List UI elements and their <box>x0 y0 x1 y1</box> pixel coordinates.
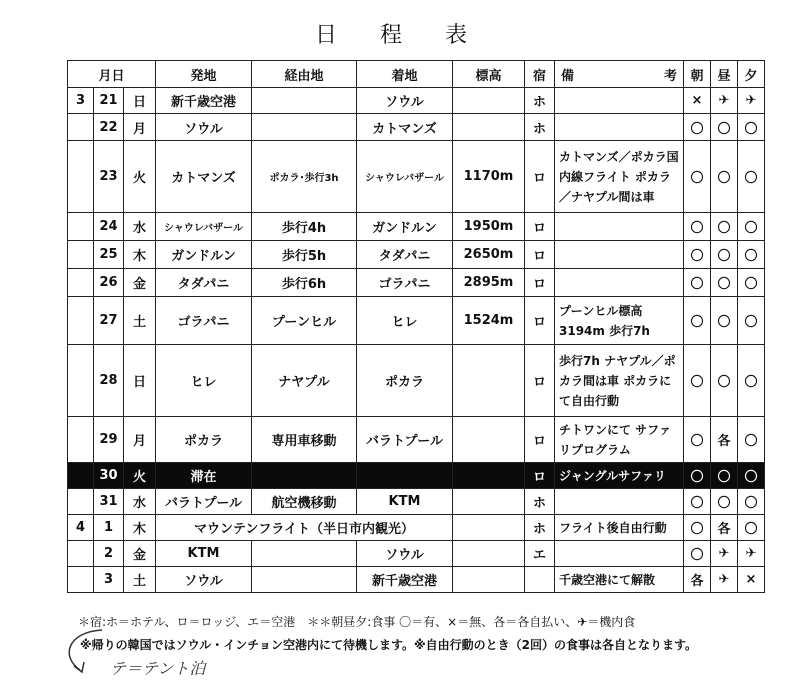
lunch-cell: 各 <box>711 515 738 541</box>
arrival-cell: ソウル <box>357 541 453 567</box>
arrival-cell: ソウル <box>357 88 453 114</box>
month-cell <box>68 297 94 345</box>
day-cell: 22 <box>94 114 124 141</box>
lodging-cell: ホ <box>525 114 555 141</box>
arrival-cell: KTM <box>357 489 453 515</box>
day-cell: 27 <box>94 297 124 345</box>
lunch-cell: ✈ <box>711 88 738 114</box>
schedule-row <box>68 567 765 593</box>
notes-cell: プーンヒル標高3194m 歩行7h <box>555 297 684 345</box>
schedule-row <box>68 463 765 489</box>
weekday-cell: 月 <box>124 417 156 463</box>
altitude-cell: 1170m <box>453 141 525 213</box>
departure-cell: ヒレ <box>156 345 252 417</box>
lodging-cell: ロ <box>525 241 555 269</box>
lodging-cell: ホ <box>525 515 555 541</box>
month-cell <box>68 141 94 213</box>
breakfast-cell: 〇 <box>684 417 711 463</box>
notes-cell: チトワンにて サファリプログラム <box>555 417 684 463</box>
departure-cell: ソウル <box>156 114 252 141</box>
dinner-cell: 〇 <box>738 241 765 269</box>
altitude-cell <box>453 489 525 515</box>
month-cell <box>68 269 94 297</box>
handwritten-arrow-icon <box>58 626 118 676</box>
dinner-cell: 〇 <box>738 141 765 213</box>
schedule-row <box>68 345 765 417</box>
dinner-cell: 〇 <box>738 213 765 241</box>
header-notes-a: 備 <box>561 68 575 84</box>
altitude-cell <box>453 541 525 567</box>
header-via: 経由地 <box>252 61 357 88</box>
lunch-cell: 〇 <box>711 489 738 515</box>
header-arrival: 着地 <box>357 61 453 88</box>
altitude-cell <box>453 88 525 114</box>
schedule-row <box>68 541 765 567</box>
altitude-cell <box>453 417 525 463</box>
lodging-cell: エ <box>525 541 555 567</box>
altitude-cell: 1524m <box>453 297 525 345</box>
dinner-cell: 〇 <box>738 297 765 345</box>
breakfast-cell: 〇 <box>684 213 711 241</box>
header-notes <box>555 61 684 88</box>
lodging-cell: ホ <box>525 88 555 114</box>
lunch-cell: 〇 <box>711 114 738 141</box>
weekday-cell: 水 <box>124 213 156 241</box>
dinner-cell: 〇 <box>738 463 765 489</box>
breakfast-cell: 〇 <box>684 269 711 297</box>
weekday-cell: 金 <box>124 541 156 567</box>
day-cell: 21 <box>94 88 124 114</box>
header-departure: 発地 <box>156 61 252 88</box>
lunch-cell: 〇 <box>711 241 738 269</box>
header-month-day: 月日 <box>68 61 156 88</box>
schedule-row <box>68 141 765 213</box>
lunch-cell: ✈ <box>711 567 738 593</box>
weekday-cell: 月 <box>124 114 156 141</box>
legend-line: ＊宿:ホ＝ホテル、ロ＝ロッジ、エ＝空港 ＊＊朝昼夕:食事 〇＝有、×＝無、各＝各自払い、✈＝機内食 <box>78 615 636 629</box>
via-cell <box>252 114 357 141</box>
lodging-cell: ホ <box>525 489 555 515</box>
dinner-cell: 〇 <box>738 114 765 141</box>
dinner-cell: × <box>738 567 765 593</box>
weekday-cell: 火 <box>124 463 156 489</box>
arrival-cell: カトマンズ <box>357 114 453 141</box>
arrival-cell: ヒレ <box>357 297 453 345</box>
via-cell: ナヤプル <box>252 345 357 417</box>
breakfast-cell: 〇 <box>684 515 711 541</box>
breakfast-cell: 〇 <box>684 297 711 345</box>
month-cell <box>68 463 94 489</box>
via-cell: 歩行5h <box>252 241 357 269</box>
schedule-body <box>68 88 765 593</box>
notes-cell <box>555 88 684 114</box>
dinner-cell: 〇 <box>738 489 765 515</box>
altitude-cell <box>453 345 525 417</box>
departure-cell: ガンドルン <box>156 241 252 269</box>
weekday-cell: 金 <box>124 269 156 297</box>
via-cell: 歩行4h <box>252 213 357 241</box>
schedule-row <box>68 241 765 269</box>
arrival-cell: シャウレバザール <box>357 141 453 213</box>
via-cell <box>252 463 357 489</box>
via-cell <box>252 88 357 114</box>
month-cell <box>68 114 94 141</box>
via-cell: ポカラ･歩行3h <box>252 141 357 213</box>
departure-cell: ポカラ <box>156 417 252 463</box>
month-cell <box>68 417 94 463</box>
schedule-row <box>68 489 765 515</box>
day-cell: 24 <box>94 213 124 241</box>
notice-line: ※帰りの韓国ではソウル・インチョン空港内にて待機します。※自由行動のとき（2回）の食事は各自となります。 <box>80 638 698 652</box>
breakfast-cell: 〇 <box>684 345 711 417</box>
departure-cell: バラトプール <box>156 489 252 515</box>
breakfast-cell: 〇 <box>684 463 711 489</box>
schedule-row <box>68 114 765 141</box>
header-altitude: 標高 <box>453 61 525 88</box>
notes-cell <box>555 114 684 141</box>
departure-cell: ゴラパニ <box>156 297 252 345</box>
weekday-cell: 土 <box>124 567 156 593</box>
via-cell: 専用車移動 <box>252 417 357 463</box>
notes-cell <box>555 213 684 241</box>
month-cell: 3 <box>68 88 94 114</box>
schedule-row <box>68 417 765 463</box>
altitude-cell: 1950m <box>453 213 525 241</box>
breakfast-cell: 各 <box>684 567 711 593</box>
month-cell <box>68 241 94 269</box>
month-cell <box>68 345 94 417</box>
via-cell <box>252 541 357 567</box>
schedule-row <box>68 297 765 345</box>
departure-cell: KTM <box>156 541 252 567</box>
notes-cell <box>555 269 684 297</box>
lunch-cell: ✈ <box>711 541 738 567</box>
header-lodging: 宿 <box>525 61 555 88</box>
lodging-cell: ロ <box>525 141 555 213</box>
departure-cell: シャウレバザール <box>156 213 252 241</box>
weekday-cell: 水 <box>124 489 156 515</box>
arrival-cell <box>357 463 453 489</box>
altitude-cell <box>453 567 525 593</box>
month-cell: 4 <box>68 515 94 541</box>
header-breakfast: 朝 <box>684 61 711 88</box>
page-title: 日 程 表 <box>315 23 485 48</box>
altitude-cell: 2895m <box>453 269 525 297</box>
weekday-cell: 日 <box>124 345 156 417</box>
altitude-cell <box>453 114 525 141</box>
breakfast-cell: 〇 <box>684 541 711 567</box>
arrival-cell: ゴラパニ <box>357 269 453 297</box>
departure-cell: カトマンズ <box>156 141 252 213</box>
day-cell: 3 <box>94 567 124 593</box>
arrival-cell: ガンドルン <box>357 213 453 241</box>
schedule-row <box>68 88 765 114</box>
notes-cell <box>555 541 684 567</box>
departure-cell: タダパニ <box>156 269 252 297</box>
notes-cell: ジャングルサファリ <box>555 463 684 489</box>
lunch-cell: 〇 <box>711 297 738 345</box>
dinner-cell: ✈ <box>738 541 765 567</box>
day-cell: 25 <box>94 241 124 269</box>
via-cell <box>252 567 357 593</box>
lunch-cell: 〇 <box>711 269 738 297</box>
breakfast-cell: 〇 <box>684 241 711 269</box>
altitude-cell: 2650m <box>453 241 525 269</box>
notes-cell <box>555 241 684 269</box>
arrival-cell: ポカラ <box>357 345 453 417</box>
lodging-cell: ロ <box>525 297 555 345</box>
dinner-cell: 〇 <box>738 515 765 541</box>
notes-cell: カトマンズ／ポカラ国内線フライト ポカラ／ナヤプル間は車 <box>555 141 684 213</box>
lodging-cell: ロ <box>525 213 555 241</box>
handwritten-tent-note: テ＝テント泊 <box>110 659 206 678</box>
lodging-cell <box>525 567 555 593</box>
header-row <box>68 61 765 88</box>
schedule-row <box>68 269 765 297</box>
schedule-row <box>68 515 765 541</box>
dinner-cell: 〇 <box>738 269 765 297</box>
day-cell: 28 <box>94 345 124 417</box>
weekday-cell: 土 <box>124 297 156 345</box>
month-cell <box>68 541 94 567</box>
dinner-cell: 〇 <box>738 345 765 417</box>
weekday-cell: 木 <box>124 241 156 269</box>
header-notes-b: 考 <box>663 68 677 84</box>
header-dinner: 夕 <box>738 61 765 88</box>
notes-cell <box>555 489 684 515</box>
day-cell: 30 <box>94 463 124 489</box>
lunch-cell: 各 <box>711 417 738 463</box>
day-cell: 23 <box>94 141 124 213</box>
arrival-cell: バラトプール <box>357 417 453 463</box>
via-cell: 歩行6h <box>252 269 357 297</box>
dinner-cell: ✈ <box>738 88 765 114</box>
altitude-cell <box>453 463 525 489</box>
schedule-row <box>68 213 765 241</box>
breakfast-cell: 〇 <box>684 489 711 515</box>
month-cell <box>68 567 94 593</box>
arrival-cell: タダパニ <box>357 241 453 269</box>
lunch-cell: 〇 <box>711 213 738 241</box>
breakfast-cell: 〇 <box>684 141 711 213</box>
breakfast-cell: 〇 <box>684 114 711 141</box>
header-lunch: 昼 <box>711 61 738 88</box>
lunch-cell: 〇 <box>711 345 738 417</box>
via-cell: 航空機移動 <box>252 489 357 515</box>
schedule-table <box>67 60 765 593</box>
departure-cell: 滞在 <box>156 463 252 489</box>
notes-cell: フライト後自由行動 <box>555 515 684 541</box>
via-cell: プーンヒル <box>252 297 357 345</box>
weekday-cell: 火 <box>124 141 156 213</box>
altitude-cell <box>453 515 525 541</box>
lodging-cell: ロ <box>525 463 555 489</box>
day-cell: 2 <box>94 541 124 567</box>
lunch-cell: 〇 <box>711 141 738 213</box>
lodging-cell: ロ <box>525 345 555 417</box>
weekday-cell: 日 <box>124 88 156 114</box>
day-cell: 31 <box>94 489 124 515</box>
day-cell: 26 <box>94 269 124 297</box>
arrival-cell: 新千歳空港 <box>357 567 453 593</box>
month-cell <box>68 489 94 515</box>
notes-cell: 歩行7h ナヤプル／ポカラ間は車 ポカラにて自由行動 <box>555 345 684 417</box>
breakfast-cell: × <box>684 88 711 114</box>
dinner-cell: 〇 <box>738 417 765 463</box>
notes-cell: 千歳空港にて解散 <box>555 567 684 593</box>
day-cell: 1 <box>94 515 124 541</box>
day-cell: 29 <box>94 417 124 463</box>
weekday-cell: 木 <box>124 515 156 541</box>
departure-cell: 新千歳空港 <box>156 88 252 114</box>
lodging-cell: ロ <box>525 269 555 297</box>
month-cell <box>68 213 94 241</box>
departure-cell: マウンテンフライト（半日市内観光） <box>156 515 453 541</box>
lodging-cell: ロ <box>525 417 555 463</box>
lunch-cell: 〇 <box>711 463 738 489</box>
departure-cell: ソウル <box>156 567 252 593</box>
